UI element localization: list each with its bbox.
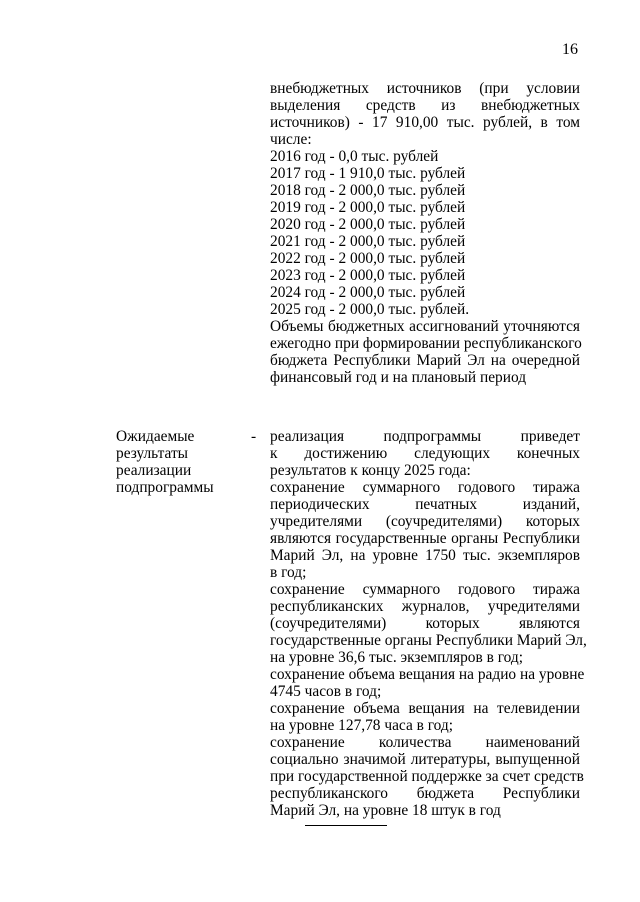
results-line: Марий Эл, на уровне 1750 тыс. экземпляров [270,547,580,564]
funding-line: внебюджетных источников (при условии [270,80,580,97]
funding-year-line: 2025 год - 2 000,0 тыс. рублей. [270,301,470,318]
results-line: Марий Эл, на уровне 18 штук в год [270,802,501,819]
results-line: учредителями (соучредителями) которых [270,513,580,530]
funding-year-line: 2021 год - 2 000,0 тыс. рублей [270,233,466,250]
funding-line: источников) - 17 910,00 тыс. рублей, в том [270,114,580,131]
funding-line: числе: [270,131,312,148]
results-line: являются государственные органы Республики [270,530,580,547]
funding-year-line: 2018 год - 2 000,0 тыс. рублей [270,182,466,199]
results-label-line: подпрограммы [116,479,214,496]
results-label-line: реализации [116,462,192,479]
funding-year-line: 2016 год - 0,0 тыс. рублей [270,148,439,165]
results-line: при государственной поддержке за счет средств [270,768,584,785]
results-line: на уровне 127,78 часа в год; [270,717,454,734]
results-line: в год; [270,564,307,581]
results-line: сохранение суммарного годового тиража [270,479,580,496]
results-label-line: Ожидаемые [116,428,195,445]
funding-note-line: Объемы бюджетных ассигнований уточняются [270,318,580,335]
results-line: республиканского бюджета Республики [270,785,580,802]
funding-year-line: 2024 год - 2 000,0 тыс. рублей [270,284,466,301]
funding-year-line: 2020 год - 2 000,0 тыс. рублей [270,216,466,233]
funding-note-line: финансовый год и на плановый период [270,369,527,386]
results-line: (соучредителями) которых являются [270,615,580,632]
results-line: социально значимой литературы, выпущенной [270,751,580,768]
results-line: периодических печатных изданий, [270,496,580,513]
separator-dash: - [251,428,257,445]
results-line: сохранение объема вещания на телевидении [270,700,580,717]
funding-year-line: 2023 год - 2 000,0 тыс. рублей [270,267,466,284]
funding-note-line: бюджета Республики Марий Эл на очередной [270,352,580,369]
results-label-line: результаты [116,445,189,462]
footer-rule [305,825,387,826]
funding-year-line: 2017 год - 1 910,0 тыс. рублей [270,165,466,182]
funding-year-line: 2019 год - 2 000,0 тыс. рублей [270,199,466,216]
funding-line: выделения средств из внебюджетных [270,97,580,114]
results-line: республиканских журналов, учредителями [270,598,580,615]
results-line: реализация подпрограммы приведет [270,428,580,445]
results-line: государственные органы Республики Марий Эл, [270,632,587,649]
results-line: результатов к концу 2025 года: [270,462,471,479]
results-line: на уровне 36,6 тыс. экземпляров в год; [270,649,523,666]
results-line: 4745 часов в год; [270,683,382,700]
results-line: сохранение суммарного годового тиража [270,581,580,598]
results-line: сохранение объема вещания на радио на уровне [270,666,585,683]
funding-year-line: 2022 год - 2 000,0 тыс. рублей [270,250,466,267]
results-line: сохранение количества наименований [270,734,580,751]
page-number: 16 [562,41,578,58]
results-line: к достижению следующих конечных [270,445,580,462]
funding-note-line: ежегодно при формировании республиканского [270,335,582,352]
